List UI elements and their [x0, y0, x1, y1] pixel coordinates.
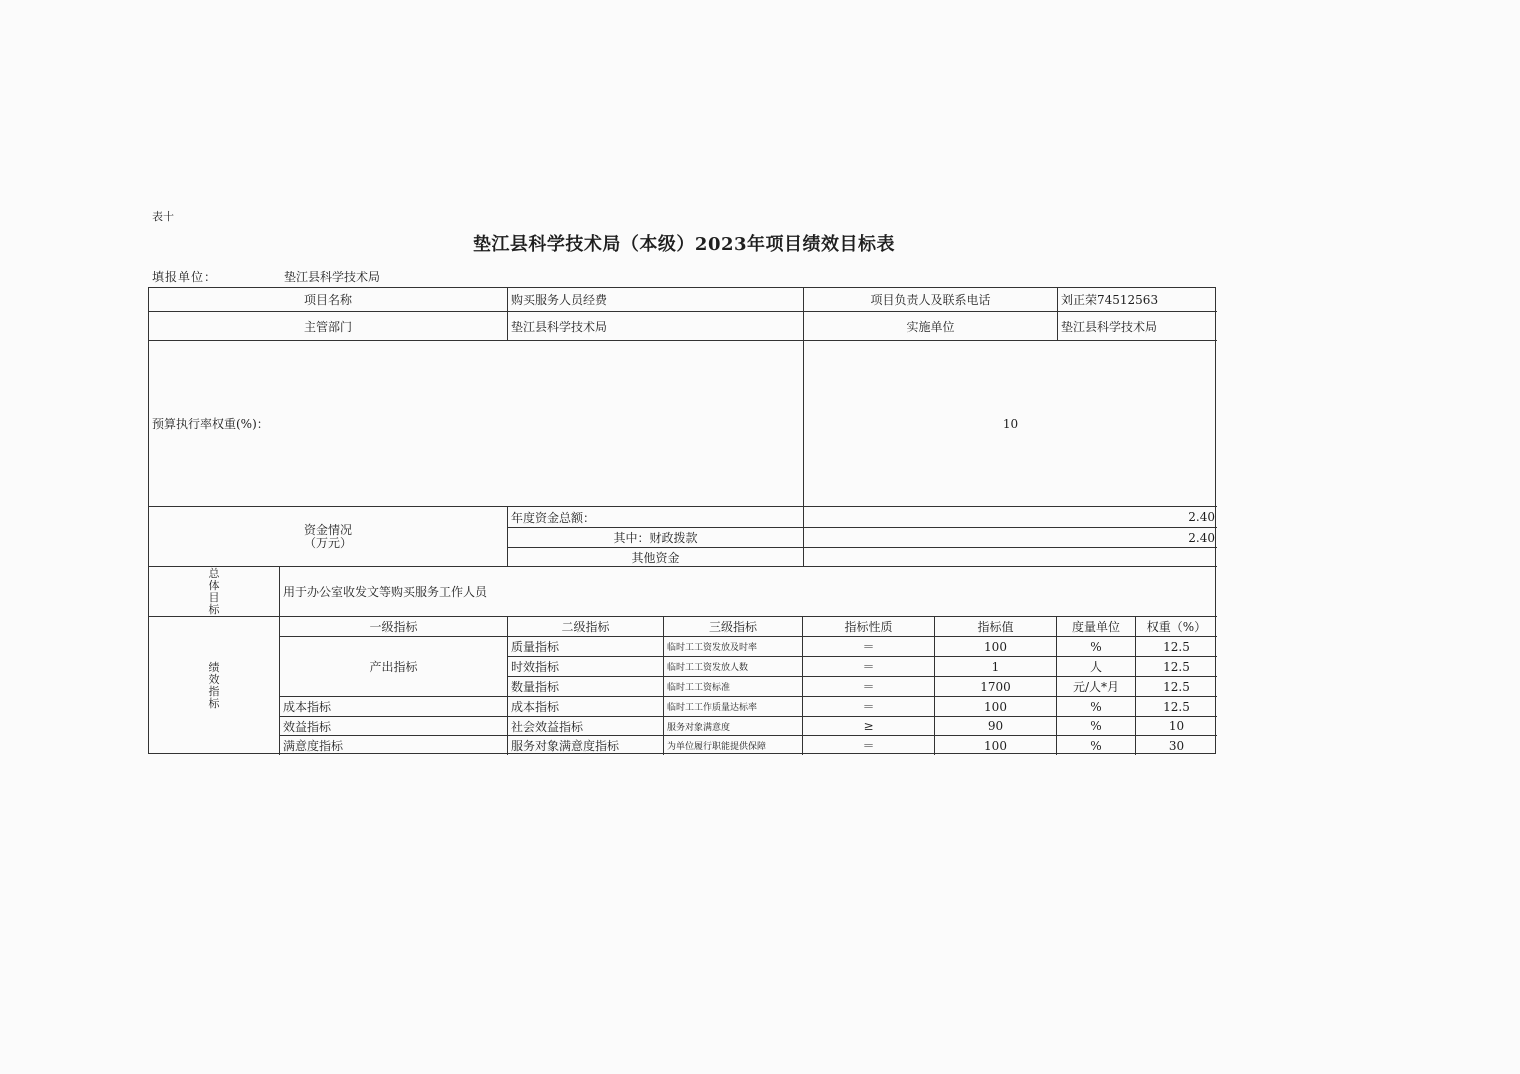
overall-goal-char: 总	[208, 566, 220, 580]
indicator-unit: 人	[1089, 660, 1102, 674]
header-level3: 三级指标	[708, 620, 757, 634]
indicator-weight: 12.5	[1163, 639, 1190, 654]
indicator-weight: 12.5	[1163, 659, 1190, 674]
header-nature: 指标性质	[844, 620, 893, 634]
indicator-value: 90	[987, 719, 1004, 733]
header-value: 指标值	[977, 620, 1014, 634]
funds-other-label: 其他资金	[631, 550, 680, 565]
dept-label: 主管部门	[303, 319, 352, 334]
indicator-value: 100	[984, 699, 1007, 714]
impl-label: 实施单位	[906, 319, 955, 334]
output-group-label: 产出指标	[369, 660, 418, 674]
indicator-unit: 元/人*月	[1072, 680, 1120, 694]
funds-label-line2: （万元）	[303, 535, 352, 550]
funds-fiscal-label: 其中：财政拨款	[613, 531, 698, 545]
indicator-nature: ＝	[862, 680, 875, 694]
indicator-level3: 临时工工资发放及时率	[667, 643, 758, 653]
indicator-level2: 服务对象满意度指标	[511, 739, 620, 753]
indicator-value: 100	[984, 639, 1007, 654]
indicator-level2: 数量指标	[511, 680, 560, 694]
performance-target-table	[148, 287, 1216, 754]
indicator-level2: 成本指标	[511, 700, 560, 714]
indicator-level1: 效益指标	[283, 719, 332, 734]
indicator-nature: ＝	[862, 700, 875, 714]
dept-value: 垫江县科学技术局	[511, 319, 608, 334]
indicator-level2: 质量指标	[511, 640, 560, 654]
indicator-nature: ＝	[862, 640, 875, 654]
indicator-weight: 10	[1168, 719, 1185, 733]
overall-goal-char: 目	[208, 590, 220, 604]
indicator-nature: ≥	[863, 719, 874, 733]
indicator-weight: 30	[1168, 738, 1185, 753]
indicator-value: 100	[984, 738, 1007, 753]
indicator-nature: ＝	[862, 739, 875, 753]
indicator-level3: 临时工工作质量达标率	[667, 703, 758, 713]
funds-other-value	[804, 548, 1217, 566]
overall-goal-text: 用于办公室收发文等购买服务工作人员	[283, 585, 488, 599]
contact-label: 项目负责人及联系电话	[870, 293, 991, 307]
funds-total-value: 2.40	[1188, 510, 1215, 524]
fill-unit-value: 垫江县科学技术局	[284, 270, 381, 284]
indicator-level2: 社会效益指标	[511, 719, 584, 734]
project-name-value: 购买服务人员经费	[511, 293, 608, 307]
indicator-unit: %	[1090, 719, 1102, 733]
header-level1: 一级指标	[369, 620, 418, 634]
performance-label-char: 绩	[208, 661, 220, 674]
indicator-value: 1	[991, 659, 1000, 674]
indicator-level3: 为单位履行职能提供保障	[667, 742, 767, 752]
indicator-level3: 临时工工资发放人数	[667, 663, 749, 673]
performance-label-char: 指	[208, 685, 220, 698]
indicator-level1: 成本指标	[283, 700, 332, 714]
overall-goal-label	[149, 567, 279, 616]
indicator-level3: 服务对象满意度	[667, 722, 731, 733]
funds-label	[149, 507, 507, 566]
indicator-weight: 12.5	[1163, 679, 1190, 694]
fill-unit-label: 填报单位：	[152, 270, 218, 284]
indicator-unit: %	[1090, 738, 1102, 753]
project-name-label: 项目名称	[303, 293, 352, 307]
indicator-level1: 满意度指标	[283, 739, 344, 753]
contact-value: 刘正荣74512563	[1061, 293, 1159, 307]
header-weight: 权重（%）	[1146, 620, 1207, 634]
overall-goal-char: 体	[208, 578, 220, 592]
funds-label-line1: 资金情况	[303, 522, 352, 537]
funds-fiscal-value: 2.40	[1188, 530, 1215, 545]
performance-label-char: 效	[208, 673, 220, 686]
indicator-weight: 12.5	[1163, 699, 1190, 714]
budget-rate-label: 预算执行率权重(%)：	[152, 417, 269, 431]
indicator-level2: 时效指标	[511, 660, 560, 674]
overall-goal-char: 标	[208, 602, 220, 616]
indicator-unit: %	[1090, 699, 1102, 714]
performance-label	[149, 617, 279, 755]
impl-value: 垫江县科学技术局	[1061, 319, 1158, 334]
table-label: 表十	[152, 210, 174, 223]
page-title: 垫江县科学技术局（本级）2023年项目绩效目标表	[472, 234, 896, 255]
budget-rate-value: 10	[1002, 416, 1019, 431]
indicator-value: 1700	[980, 679, 1011, 694]
indicator-unit: %	[1090, 639, 1102, 654]
funds-total-label: 年度资金总额：	[511, 510, 596, 525]
header-level2: 二级指标	[561, 620, 610, 634]
performance-label-char: 标	[208, 697, 220, 710]
indicator-level3: 临时工工资标准	[667, 683, 731, 693]
header-unit: 度量单位	[1071, 620, 1120, 634]
indicator-nature: ＝	[862, 660, 875, 674]
